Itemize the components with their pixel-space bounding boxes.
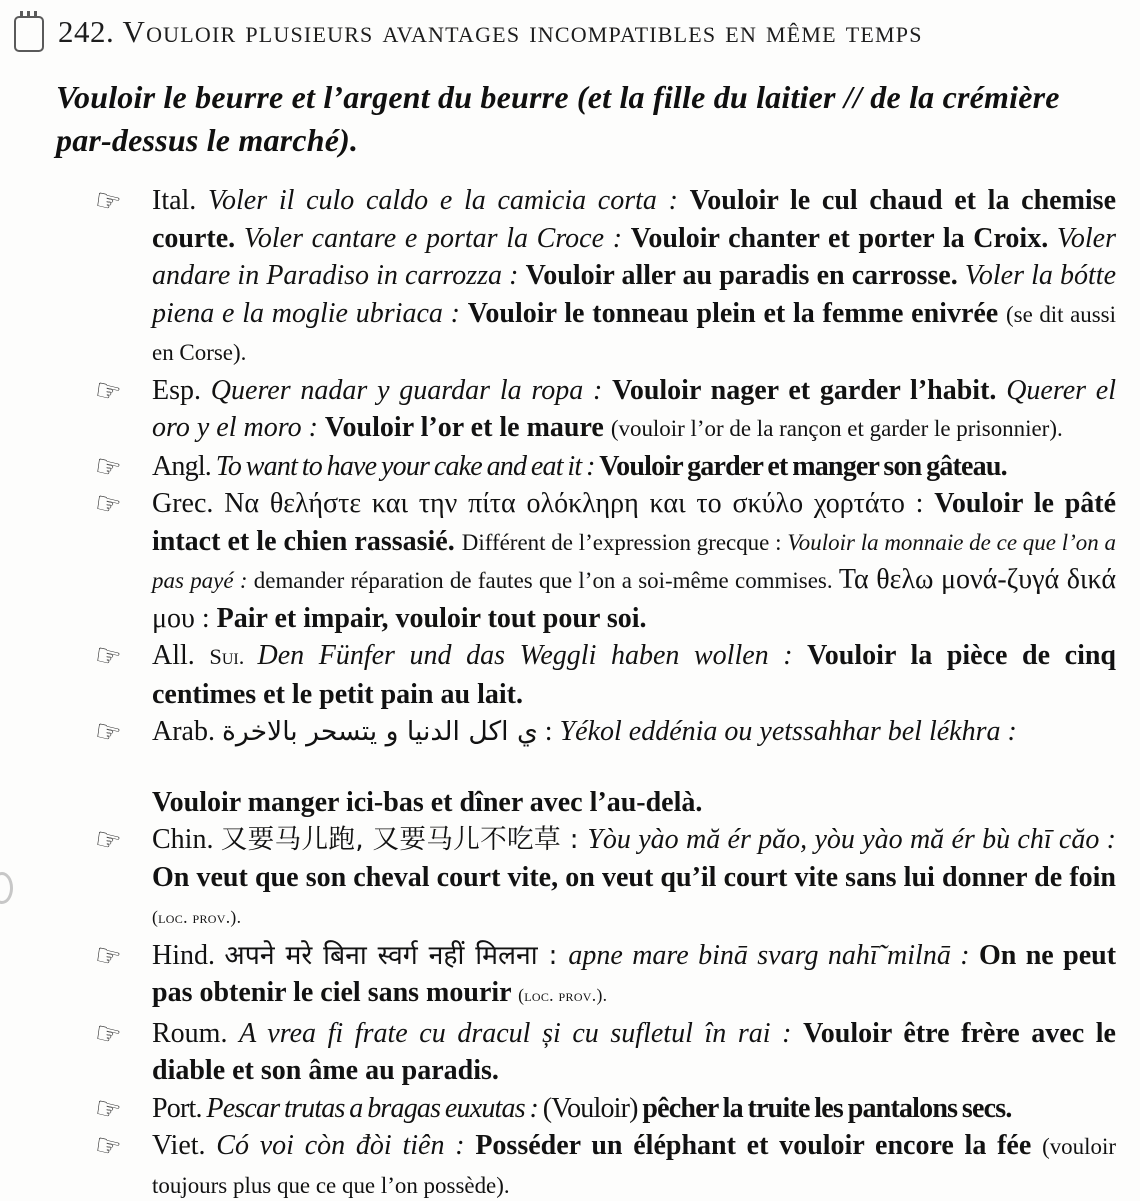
text-segment: : [537,716,560,747]
proverb-entry [91,484,1117,637]
language-label: Roum. [152,1017,240,1049]
manicule-icon: ☞ [91,820,125,860]
manicule-icon: ☞ [91,936,125,976]
proverb-entry [91,712,1116,821]
language-label: Chin. [152,824,221,855]
text-segment: Να θελήστε και την πίτα ολόκληρη και το σκύλο χορτάτο : [224,488,935,519]
text-segment: To want to have your cake and eat it : [215,450,600,482]
text-segment: Vouloir manger ici-bas et dîner avec l’au-delà. [152,786,703,818]
text-segment: 又要马儿跑, 又要马儿不吃草 : [220,824,588,855]
language-label: Angl. [152,450,216,482]
text-segment: On ne peut pas obtenir le ciel sans mourir [152,939,1117,1008]
text-segment: (vouloir l’or de la rançon et garder le prisonnier). [610,416,1063,441]
manicule-icon: ☞ [91,712,125,752]
text-segment: apne mare binā svarg nahī̃ milnā : [568,939,979,971]
entry-text [152,1127,1116,1201]
entry-text [152,937,1116,1015]
language-label: Viet. [152,1130,217,1161]
text-segment: Vouloir la pièce de cinq centimes et le petit pain au lait. [152,640,1116,710]
text-segment: Vouloir nager et garder l’habit. [612,374,1007,406]
manicule-icon: ☞ [91,371,125,411]
text-segment: Vouloir le tonneau plein et la femme enivrée [467,297,1007,329]
text-segment: Pair et impair, vouloir tout pour soi. [216,602,647,634]
proverb-entry [91,1014,1116,1090]
text-segment: Vouloir le cul chaud et la chemise courte. [152,185,1116,254]
text-segment: Vouloir aller au paradis en carrosse. [525,260,965,291]
entry-text [152,784,1116,822]
text-segment: Vouloir l’or et le maure [324,412,611,443]
manicule-icon: ☞ [91,1014,125,1054]
language-label: Grec. [152,488,225,519]
text-segment: ي اكل الدنيا و يتسحر بالاخرة [221,716,538,747]
text-segment: A vrea fi frate cu dracul și cu sufletul în rai : [239,1017,804,1049]
proverb-entry [91,820,1117,937]
french-proverb-headline: Vouloir le beurre et l’argent du beurre (et la fille du laitier // de la crémière par-dessus le marché). [56,79,1060,158]
text-segment: Yòu yào mă ér păo, yòu yào mă ér bù chī căo : [587,824,1117,855]
manicule-icon: ☞ [91,1089,125,1129]
text-segment: Posséder un éléphant et vouloir encore la fée [475,1130,1043,1161]
entry-text [152,713,1116,751]
language-label: Arab. [152,716,222,747]
text-segment: demander réparation de fautes que l’on a soi-même commises. [253,568,839,593]
proverb-entry [91,936,1117,1015]
entry-text [152,448,1116,486]
text-segment: On veut que son cheval court vite, on veut qu’il court vite sans lui donner de foin [152,861,1116,893]
proverb-entry [91,636,1116,713]
text-segment: (Vouloir) [542,1092,643,1124]
proverb-entry [91,1089,1116,1129]
entry-title-text: Vouloir plusieurs avantages incompatibles en même temps [122,14,923,49]
text-segment: Voler cantare e portar la Croce : [243,222,631,254]
text-segment: Vouloir être frère avec le diable et son âme au paradis. [152,1017,1116,1086]
text-segment: Τα θελω μονά-ζυγά δικά μου : [152,564,1117,634]
entry-title [58,13,923,51]
manicule-icon: ☞ [91,484,125,524]
text-segment: pêcher la truite les pantalons secs. [642,1092,1012,1124]
entry-text [152,1090,1116,1128]
proverb-entry [91,181,1117,372]
language-label: Ital. [152,185,209,216]
text-segment: Voler il culo caldo e la camicia corta : [208,185,690,216]
language-label: Esp. [152,374,211,406]
proverb-entry [91,1126,1117,1201]
text-segment: (loc. prov.). [518,985,608,1005]
entry-header [0,0,1140,52]
text-segment: Voler andare in Paradiso in carrozza : [152,222,1117,291]
manicule-icon: ☞ [91,1126,125,1166]
proverb-entry [91,371,1117,448]
text-segment: Den Fünfer und das Weggli haben wollen : [257,640,808,671]
scan-artifact [0,872,13,904]
entry-text [152,372,1116,448]
text-segment: Différent de l’expression grecque : [461,529,788,555]
text-segment: Querer nadar y guardar la ropa : [210,374,613,406]
notepad-icon [14,16,44,52]
entry-number: 242. [58,14,115,49]
manicule-icon: ☞ [91,447,125,487]
text-segment: (se dit aussi en Corse). [152,301,1116,365]
text-segment: Vouloir le pâté intact et le chien rassasié. [152,488,1117,557]
text-segment: Vouloir la monnaie de ce que l’on a pas payé : [152,529,1116,593]
language-label: Port. [152,1092,207,1124]
text-segment: Có voi còn đòi tiên : [216,1130,476,1161]
manicule-icon: ☞ [91,181,125,221]
text-segment: (vouloir toujours plus que ce que l’on possède). [152,1134,1117,1198]
text-segment: (loc. prov.). [152,907,242,927]
entry-text [152,1015,1116,1090]
text-segment: Vouloir garder et manger son gâteau. [599,450,1007,482]
text-segment: Querer el oro y el moro : [152,374,1117,443]
proverb-entries-list [91,181,1117,1201]
entry-text [152,821,1116,937]
proverb-entry [91,447,1116,487]
entry-text [152,637,1116,713]
entry-text [152,485,1116,637]
text-segment: Sui. [209,644,258,669]
text-segment: अपने मरे बिना स्वर्ग नहीं मिलना : [224,939,569,971]
text-segment: Vouloir chanter et porter la Croix. [630,222,1057,254]
entry-text [152,182,1116,372]
language-label: All. [152,640,210,671]
language-label: Hind. [152,939,225,971]
text-segment: Yékol eddénia ou yetssahhar bel lékhra : [559,716,1017,747]
text-segment: Pescar trutas a bragas euxutas : [206,1092,543,1124]
text-segment: Voler la bótte piena e la moglie ubriaca : [152,260,1116,329]
manicule-icon: ☞ [91,636,125,676]
